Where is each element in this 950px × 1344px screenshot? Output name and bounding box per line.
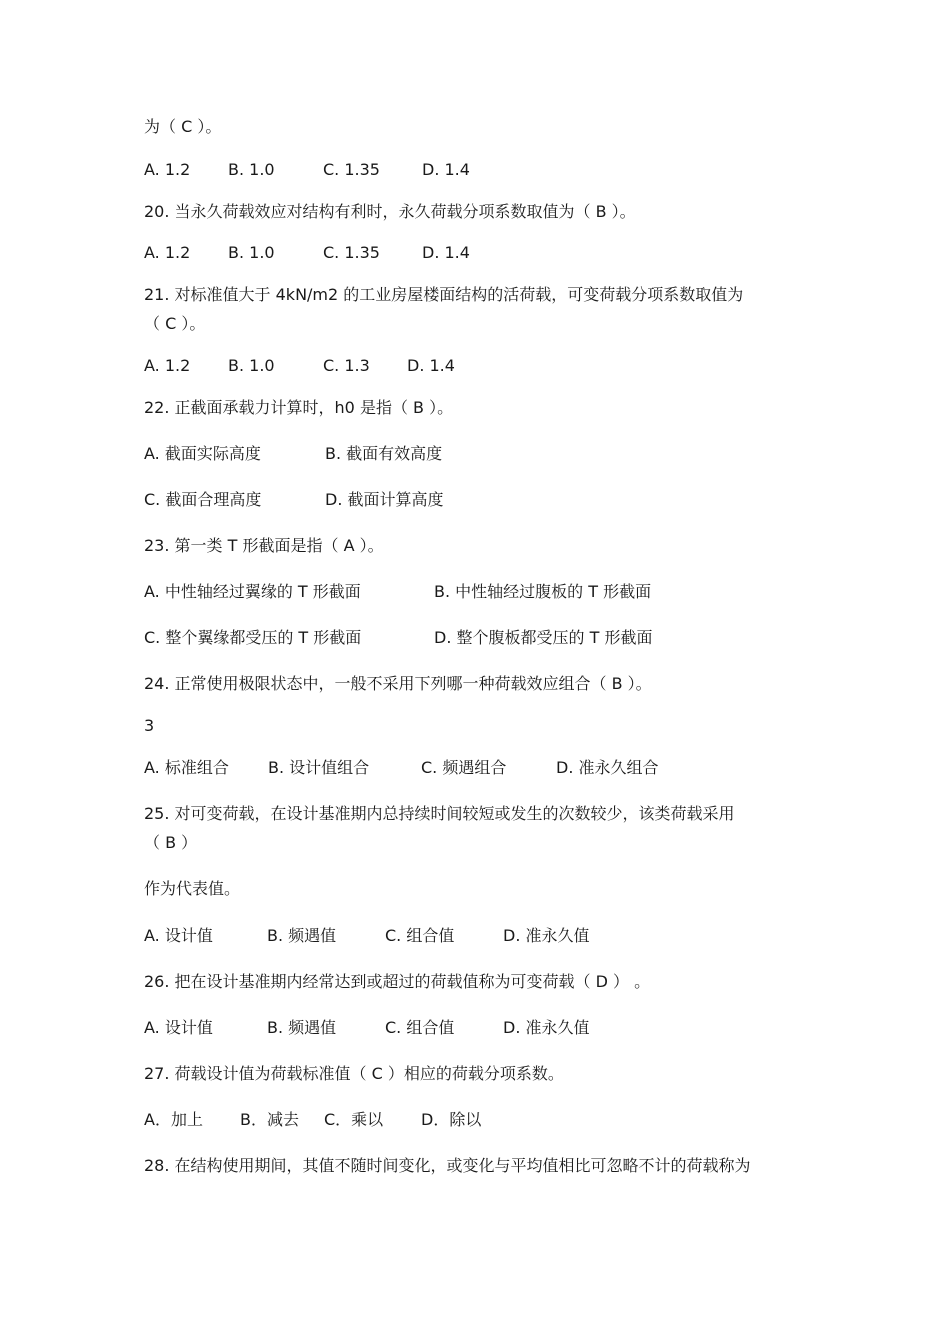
page-number: 3 (144, 716, 155, 735)
q24-option-c: C. 频遇组合 (421, 758, 507, 777)
q25-stem-blank: （ B ） (144, 833, 198, 852)
q25-stem: 25. 对可变荷载，在设计基准期内总持续时间较短或发生的次数较少，该类荷载采用 (144, 804, 735, 823)
q23-stem: 23. 第一类 T 形截面是指（ A ）。 (144, 536, 384, 555)
q19-stem-tail: 为（ C ）。 (144, 117, 222, 136)
q25-option-b: B. 频遇值 (267, 926, 337, 945)
q28-stem: 28. 在结构使用期间，其值不随时间变化，或变化与平均值相比可忽略不计的荷载称为 (144, 1156, 751, 1175)
q27-option-a: A．加上 (144, 1110, 203, 1129)
q22-option-d: D. 截面计算高度 (325, 490, 444, 509)
q20-stem: 20. 当永久荷载效应对结构有利时，永久荷载分项系数取值为（ B ）。 (144, 202, 636, 221)
q20-option-d: D. 1.4 (422, 243, 470, 262)
q23-option-d: D. 整个腹板都受压的 T 形截面 (434, 628, 653, 647)
q24-option-b: B. 设计值组合 (268, 758, 370, 777)
q21-option-a: A. 1.2 (144, 356, 191, 375)
q23-option-c: C. 整个翼缘都受压的 T 形截面 (144, 628, 362, 647)
q20-option-a: A. 1.2 (144, 243, 191, 262)
q23-option-b: B. 中性轴经过腹板的 T 形截面 (434, 582, 652, 601)
q25-option-c: C. 组合值 (385, 926, 455, 945)
q26-option-d: D. 准永久值 (503, 1018, 590, 1037)
q21-stem-tail: （ C ）。 (144, 314, 206, 333)
q25-option-a: A. 设计值 (144, 926, 213, 945)
q19-option-d: D. 1.4 (422, 160, 470, 179)
q27-option-c: C．乘以 (324, 1110, 384, 1129)
q26-option-c: C. 组合值 (385, 1018, 455, 1037)
q21-option-b: B. 1.0 (228, 356, 275, 375)
q27-option-d: D．除以 (421, 1110, 482, 1129)
q20-option-c: C. 1.35 (323, 243, 380, 262)
q25-option-d: D. 准永久值 (503, 926, 590, 945)
q22-stem: 22. 正截面承载力计算时，h0 是指（ B ）。 (144, 398, 454, 417)
q21-option-c: C. 1.3 (323, 356, 370, 375)
q22-option-c: C. 截面合理高度 (144, 490, 262, 509)
q19-option-a: A. 1.2 (144, 160, 191, 179)
q24-stem: 24. 正常使用极限状态中，一般不采用下列哪一种荷载效应组合（ B ）。 (144, 674, 652, 693)
q23-option-a: A. 中性轴经过翼缘的 T 形截面 (144, 582, 361, 601)
q26-stem: 26. 把在设计基准期内经常达到或超过的荷载值称为可变荷载（ D ） 。 (144, 972, 651, 991)
q21-stem: 21. 对标准值大于 4kN/m2 的工业房屋楼面结构的活荷载，可变荷载分项系数取值为 (144, 285, 744, 304)
q21-option-d: D. 1.4 (407, 356, 455, 375)
q22-option-a: A. 截面实际高度 (144, 444, 261, 463)
q27-option-b: B．减去 (240, 1110, 299, 1129)
q19-option-c: C. 1.35 (323, 160, 380, 179)
q24-option-a: A. 标准组合 (144, 758, 229, 777)
q26-option-b: B. 频遇值 (267, 1018, 337, 1037)
q20-option-b: B. 1.0 (228, 243, 275, 262)
q19-option-b: B. 1.0 (228, 160, 275, 179)
q25-stem-tail: 作为代表值。 (144, 879, 241, 898)
q24-option-d: D. 准永久组合 (556, 758, 659, 777)
q27-stem: 27. 荷载设计值为荷载标准值（ C ）相应的荷载分项系数。 (144, 1064, 564, 1083)
q26-option-a: A. 设计值 (144, 1018, 213, 1037)
q22-option-b: B. 截面有效高度 (325, 444, 443, 463)
